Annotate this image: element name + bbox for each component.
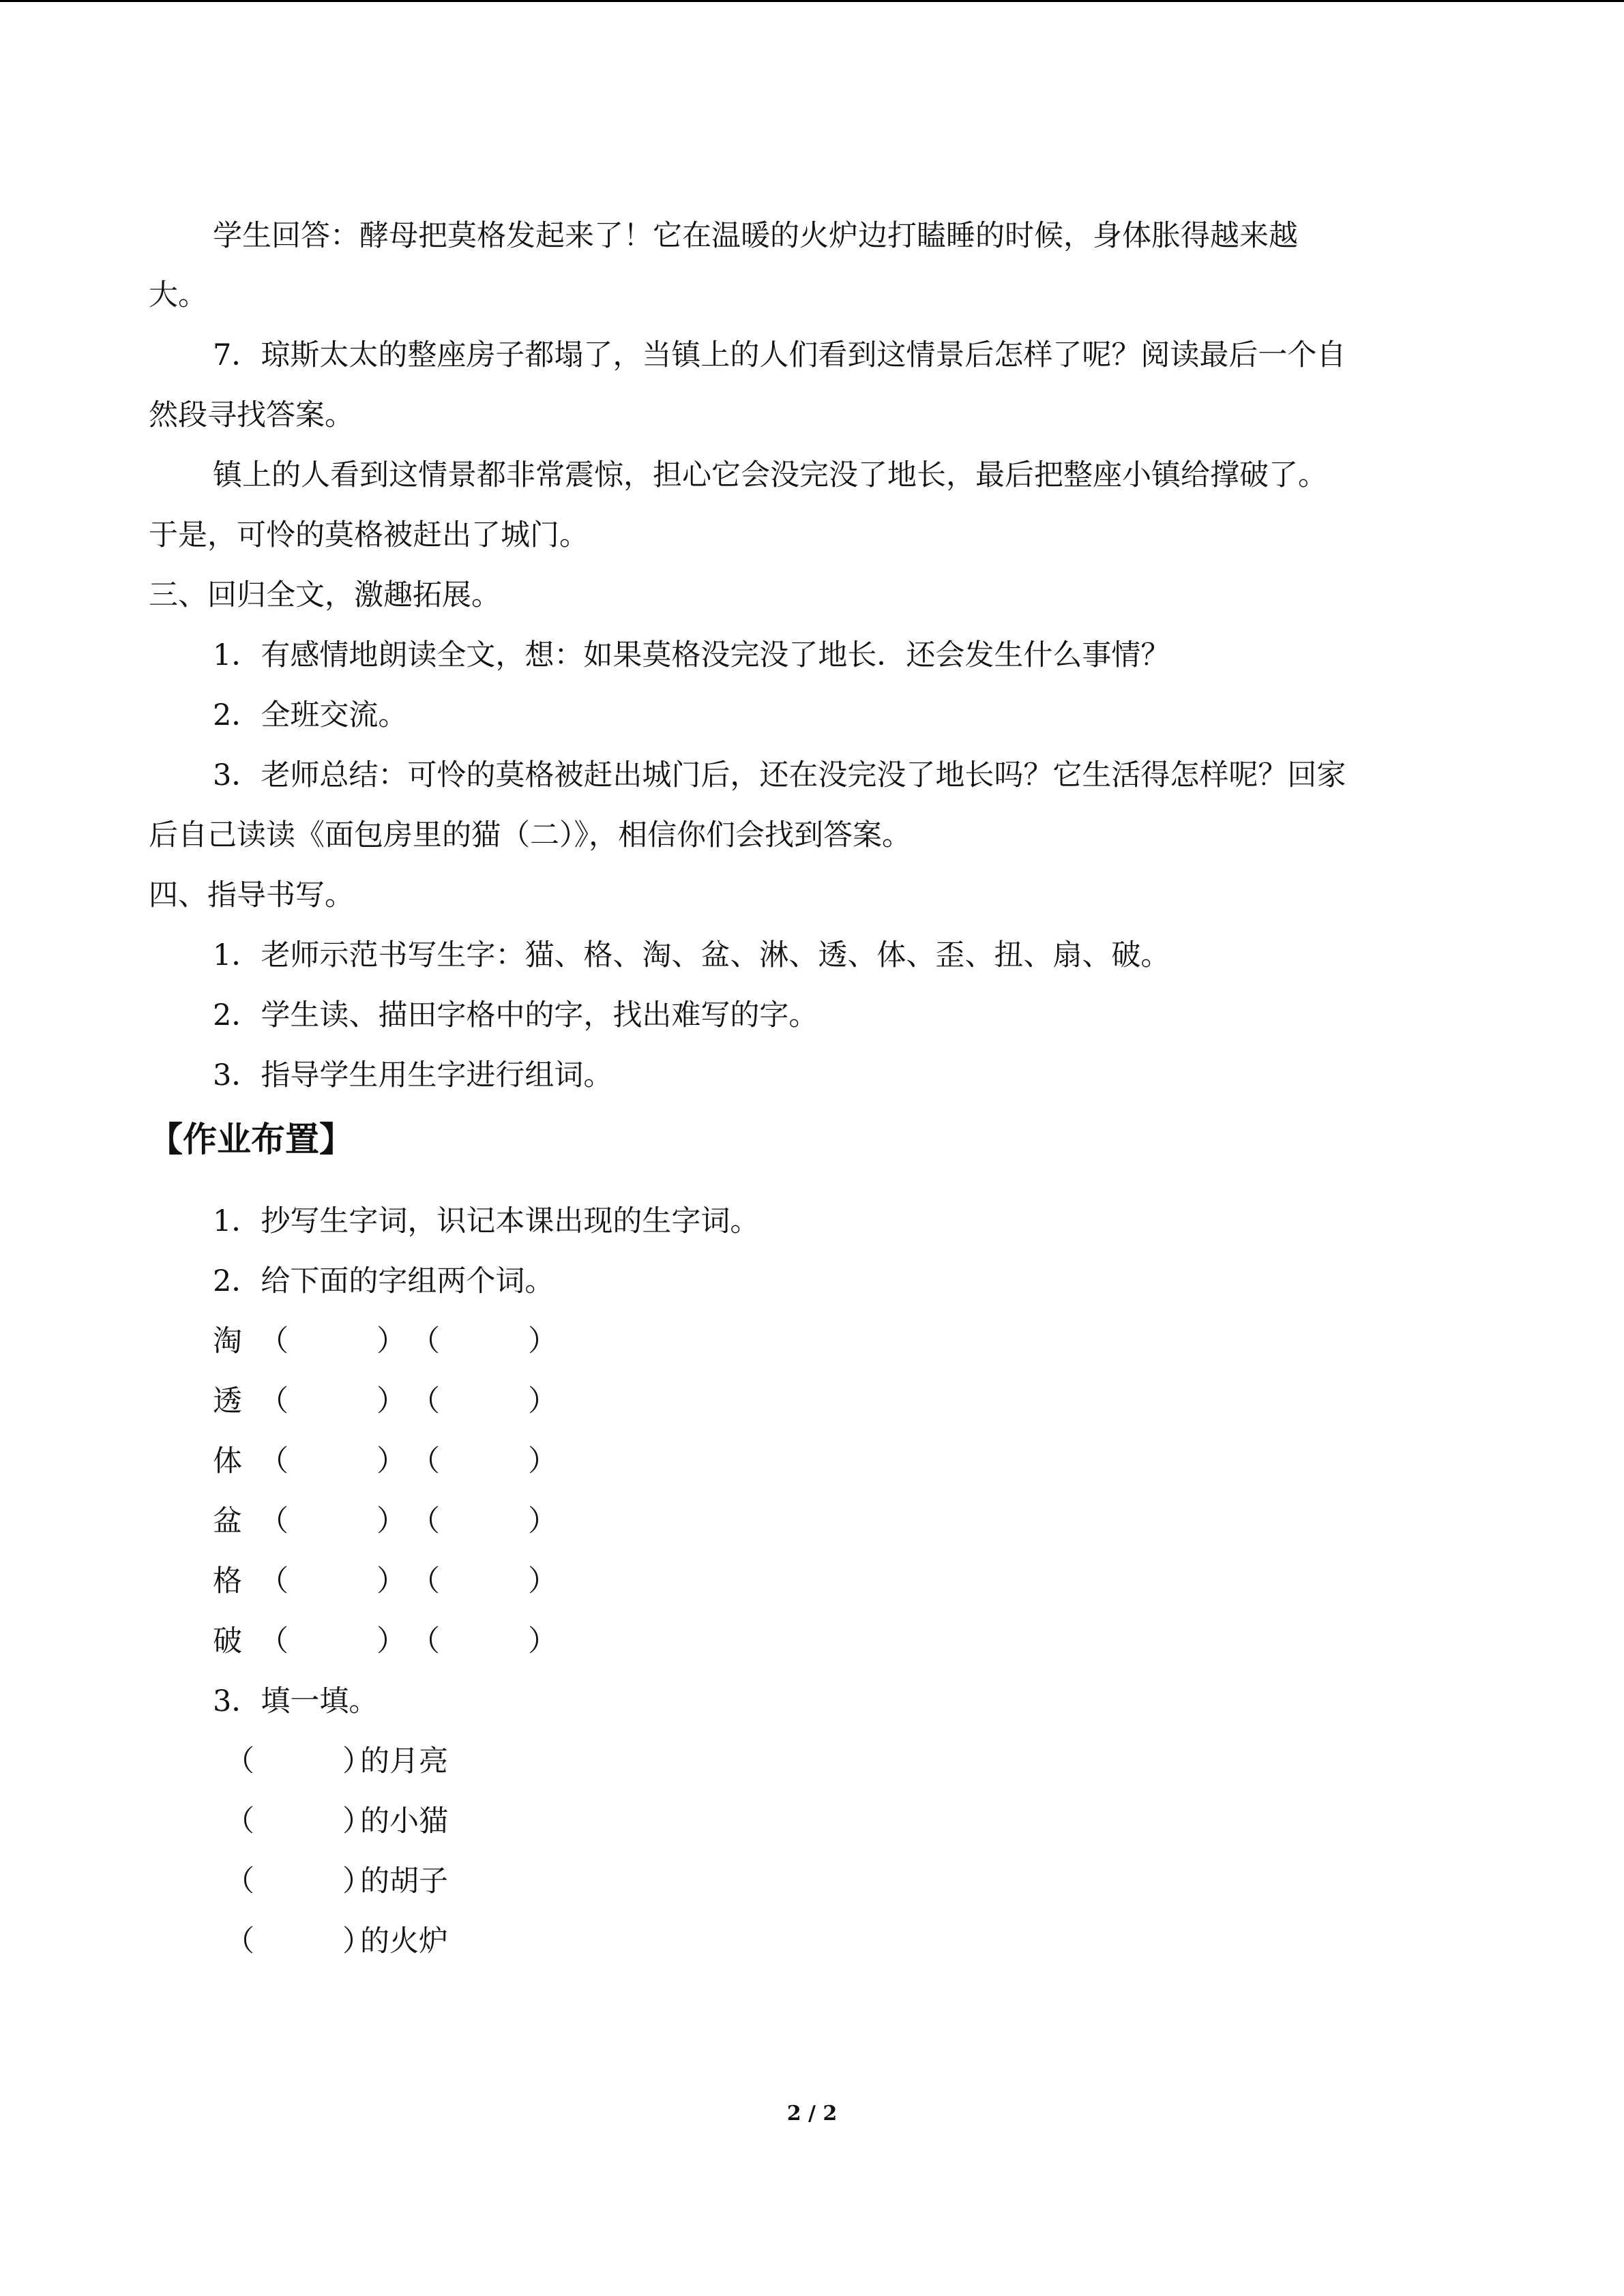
word-char: 体 bbox=[213, 1444, 242, 1478]
body-line: 学生回答：酵母把莫格发起来了！它在温暖的火炉边打瞌睡的时候，身体胀得越来越 bbox=[213, 219, 1298, 253]
word-blank: （ ） bbox=[259, 1324, 406, 1358]
body-line: 2．全班交流。 bbox=[213, 698, 408, 732]
body-line: 1．有感情地朗读全文，想：如果莫格没完没了地长．还会发生什么事情？ bbox=[213, 638, 1170, 672]
fill-text: 的月亮 bbox=[360, 1744, 448, 1778]
word-blank: （ ） bbox=[411, 1624, 557, 1658]
body-line: 7．琼斯太太的整座房子都塌了，当镇上的人们看到这情景后怎样了呢？阅读最后一个自 bbox=[213, 338, 1346, 372]
word-char: 格 bbox=[213, 1564, 242, 1598]
fill-blank: （ ） bbox=[225, 1804, 372, 1838]
word-blank: （ ） bbox=[411, 1504, 557, 1538]
body-line: 后自己读读《面包房里的猫（二）》，相信你们会找到答案。 bbox=[149, 818, 911, 852]
page-number: 2 / 2 bbox=[786, 2102, 838, 2126]
word-blank: （ ） bbox=[259, 1444, 406, 1478]
word-blank: （ ） bbox=[411, 1564, 557, 1598]
body-line: 然段寻找答案。 bbox=[149, 398, 354, 432]
body-line: 2．学生读、描田字格中的字，找出难写的字。 bbox=[213, 998, 818, 1032]
body-line: 大。 bbox=[149, 278, 207, 312]
word-char: 透 bbox=[213, 1384, 242, 1418]
homework-item: 3．填一填。 bbox=[213, 1684, 379, 1718]
body-line: 1．老师示范书写生字：猫、格、淘、盆、淋、透、体、歪、扭、扇、破。 bbox=[213, 938, 1170, 972]
section-heading: 四、指导书写。 bbox=[149, 878, 354, 912]
fill-blank: （ ） bbox=[225, 1864, 372, 1898]
homework-heading: 【作业布置】 bbox=[149, 1120, 353, 1159]
word-blank: （ ） bbox=[259, 1384, 406, 1418]
homework-item: 1．抄写生字词，识记本课出现的生字词。 bbox=[213, 1204, 760, 1238]
section-heading: 三、回归全文，激趣拓展。 bbox=[149, 578, 501, 612]
word-blank: （ ） bbox=[259, 1564, 406, 1598]
fill-text: 的胡子 bbox=[360, 1864, 448, 1898]
fill-text: 的火炉 bbox=[360, 1924, 448, 1958]
word-blank: （ ） bbox=[411, 1384, 557, 1418]
word-char: 破 bbox=[213, 1624, 242, 1658]
homework-item: 2．给下面的字组两个词。 bbox=[213, 1264, 555, 1298]
fill-text: 的小猫 bbox=[360, 1804, 448, 1838]
word-blank: （ ） bbox=[411, 1324, 557, 1358]
word-blank: （ ） bbox=[259, 1624, 406, 1658]
body-line: 于是，可怜的莫格被赶出了城门。 bbox=[149, 518, 589, 552]
fill-blank: （ ） bbox=[225, 1924, 372, 1958]
body-line: 3．指导学生用生字进行组词。 bbox=[213, 1058, 613, 1092]
word-blank: （ ） bbox=[259, 1504, 406, 1538]
body-line: 镇上的人看到这情景都非常震惊，担心它会没完没了地长，最后把整座小镇给撑破了。 bbox=[213, 458, 1327, 492]
word-char: 淘 bbox=[213, 1324, 242, 1358]
word-char: 盆 bbox=[213, 1504, 242, 1538]
body-line: 3．老师总结：可怜的莫格被赶出城门后，还在没完没了地长吗？它生活得怎样呢？回家 bbox=[213, 758, 1346, 792]
word-blank: （ ） bbox=[411, 1444, 557, 1478]
fill-blank: （ ） bbox=[225, 1744, 372, 1778]
